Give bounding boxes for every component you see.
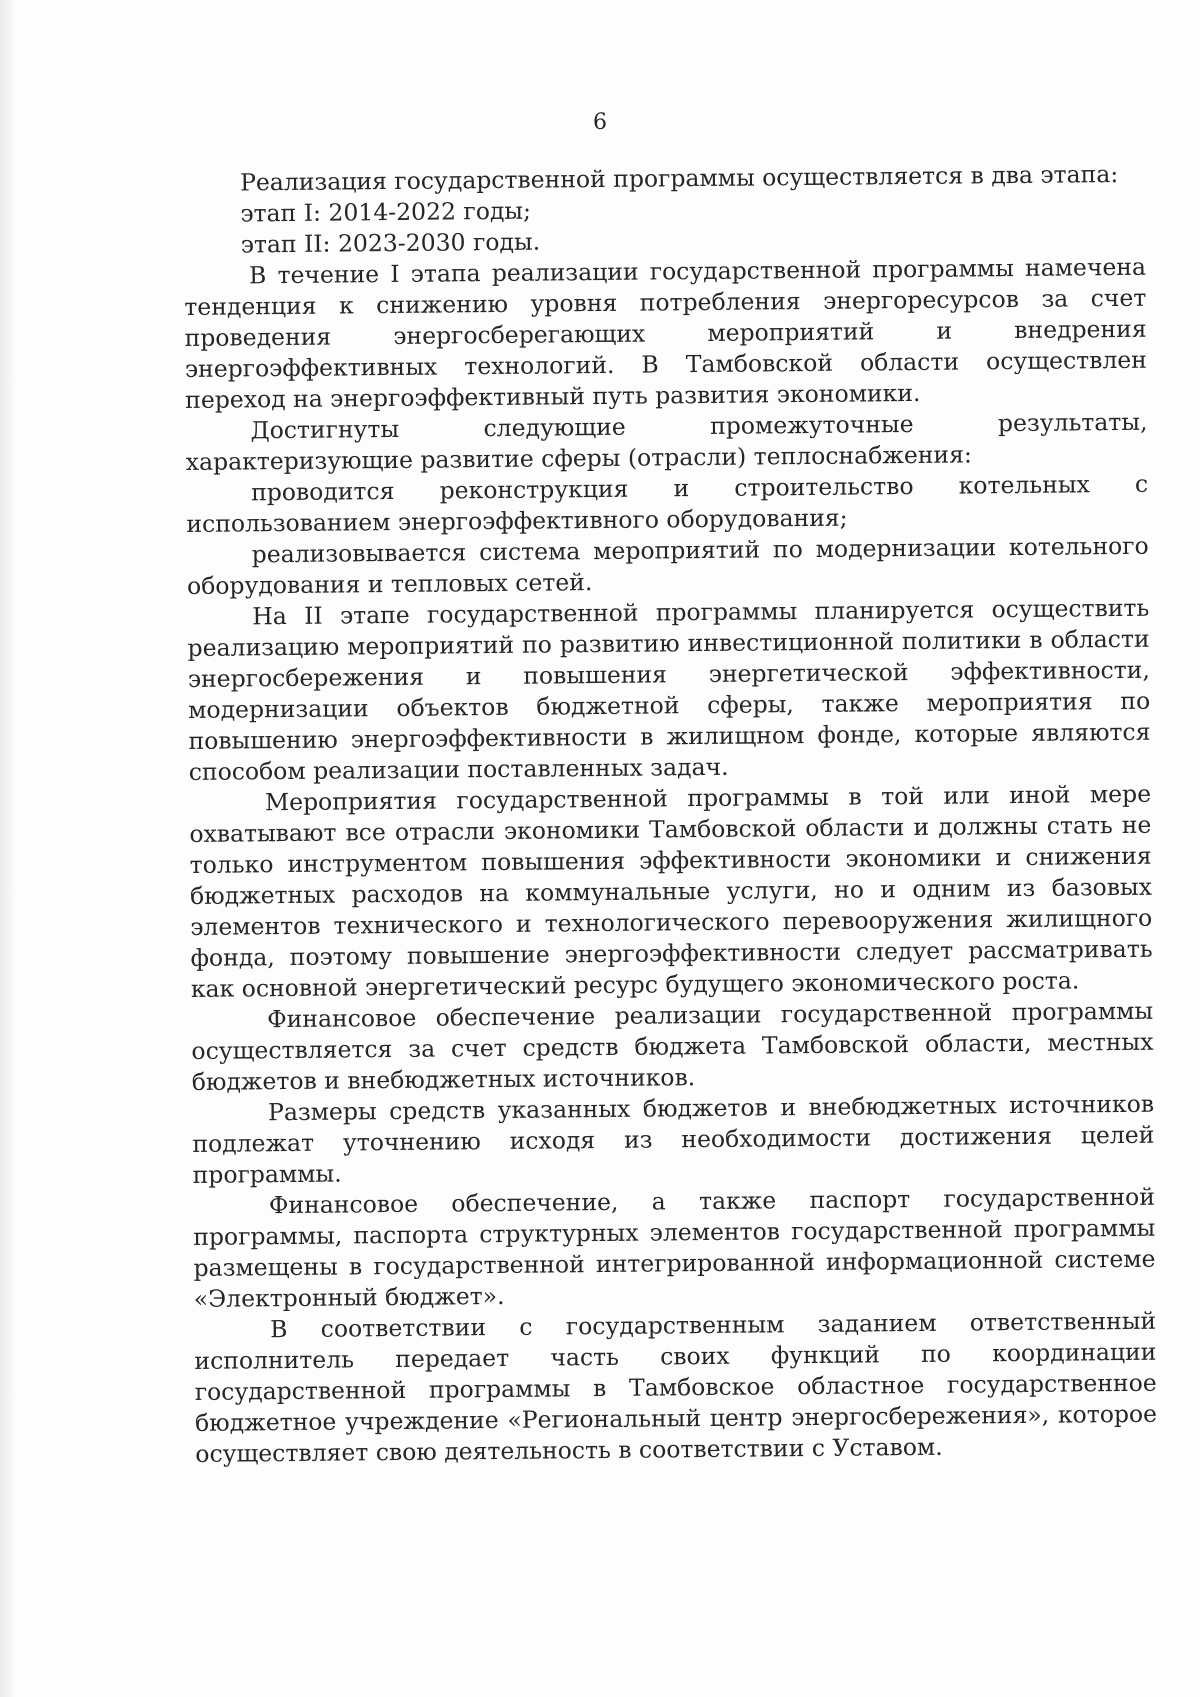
paragraph-intermediate-results: Достигнуты следующие промежуточные результаты, характеризующие развитие сферы (отрасли) теплоснабжения: [185, 407, 1148, 476]
paragraph-financing: Финансовое обеспечение реализации государственной программы осуществляется за счет средств бюджета Тамбовской области, местных бюджетов и внебюджетных источников. [191, 996, 1154, 1096]
document-body [183, 159, 1157, 1470]
paragraph-stage-1-results: В течение I этапа реализации государственной программы намечена тенденция к снижению уровня потребления энергоресурсов за счет проведения энергосберегающих мероприятий и внедрения энергоэффективных технологий. В Тамбовской области осуществлен переход на энергоэффективный путь развития экономики. [184, 252, 1148, 414]
paragraph-budget-amounts: Размеры средств указанных бюджетов и внебюджетных источников подлежат уточнению исходя из необходимости достижения целей программы. [192, 1089, 1155, 1189]
scan-edge [0, 0, 14, 1697]
page-number: 6 [593, 110, 607, 135]
paragraph-stage-2: этап II: 2023-2030 годы. [240, 227, 541, 259]
paragraph-program-measures: Мероприятия государственной программы в той или иной мере охватывают все отрасли экономики Тамбовской области и должны стать не только инструментом повышения эффективности экономики и снижения бюджетных расходов на коммунальные услуги, но и одним из базовых элементов технического и технологического перевооружения жилищного фонда, поэтому повышение энергоэффективности следует рассматривать как основной энергетический ресурс будущего экономического роста. [189, 779, 1153, 1003]
paragraph-electronic-budget: Финансовое обеспечение, а также паспорт государственной программы, паспорта структурных элементов государственной программы размещены в государственной интегрированной информационной системе «Электронный бюджет». [193, 1182, 1156, 1313]
paragraph-responsible-executor: В соответствии с государственным заданием ответственный исполнитель передает часть своих функций по координации государственной программы в Тамбовское областное государственное бюджетное учреждение «Региональный центр энергосбережения», которое осуществляет свою деятельность в соответствии с Уставом. [194, 1306, 1158, 1468]
paragraph-stage-2-plans: На II этапе государственной программы планируется осуществить реализацию мероприятий по развитию инвестиционной политики в области энергосбережения и повышения энергетической эффективности, модернизации объектов бюджетной сферы, также мероприятия по повышению энергоэффективности в жилищном фонде, которые являются способом реализации поставленных задач. [187, 593, 1151, 786]
paragraph-boiler-modernization: реализовывается система мероприятий по модернизации котельного оборудования и тепловых сетей. [186, 531, 1149, 600]
paragraph-boiler-construction: проводится реконструкция и строительство котельных с использованием энергоэффективного оборудования; [186, 469, 1149, 538]
paragraph-stage-1: этап I: 2014-2022 годы; [240, 196, 532, 228]
paragraph-stages-intro: Реализация государственной программы осуществляется в два этапа: [240, 160, 1119, 197]
